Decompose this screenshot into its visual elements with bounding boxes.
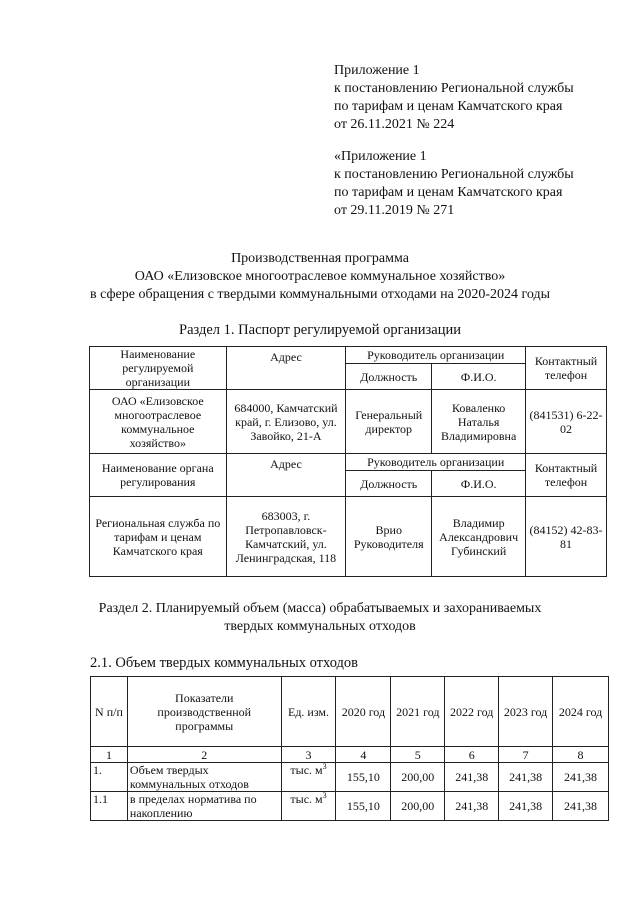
table-row — [91, 792, 609, 821]
org-phone-cell: (841531) 6-22-02 — [526, 390, 607, 454]
index-cell: 7 — [499, 747, 553, 763]
row-value-2023: 241,38 — [499, 763, 553, 792]
org-fio-cell: Коваленко Наталья Владимировна — [432, 390, 526, 454]
section2-line: Раздел 2. Планируемый объем (масса) обрабатываемых и захораниваемых — [98, 601, 542, 616]
reg-fio-cell: Владимир Александрович Губинский — [432, 497, 526, 577]
header-2024: 2024 год — [553, 677, 609, 747]
row-value-2021: 200,00 — [391, 763, 445, 792]
row-unit-text: тыс. м — [290, 763, 323, 777]
row-value-2024: 241,38 — [553, 763, 609, 792]
header-fio: Ф.И.О. — [432, 364, 526, 390]
index-cell: 6 — [445, 747, 499, 763]
header2-phone: Контактный телефон — [526, 454, 607, 497]
row-unit: тыс. $м^3$ — [281, 763, 336, 792]
header-2023: 2023 год — [499, 677, 553, 747]
row-value-2024: 241,38 — [553, 792, 609, 821]
header-phone: Контактный телефон — [526, 347, 607, 390]
header-2020: 2020 год — [336, 677, 391, 747]
row-value-2021: 200,00 — [391, 792, 445, 821]
header-indicator: Показатели производственной программы — [127, 677, 281, 747]
org-name-cell: ОАО «Елизовское многоотраслевое коммунальное хозяйство» — [90, 390, 227, 454]
index-cell: 3 — [281, 747, 336, 763]
subsection-2-1-heading: 2.1. Объем твердых коммунальных отходов — [90, 655, 359, 671]
annex-line: к постановлению Региональной службы — [334, 81, 574, 96]
section2-heading — [0, 600, 640, 636]
row-unit: тыс. $м^3$ — [281, 792, 336, 821]
header-position: Должность — [346, 364, 432, 390]
index-cell: 5 — [391, 747, 445, 763]
table-row — [91, 763, 609, 792]
header2-head: Руководитель организации — [346, 454, 526, 471]
header2-org-name: Наименование органа регулирования — [90, 454, 227, 497]
section2-line: твердых коммунальных отходов — [224, 619, 416, 634]
row-name: в пределах норматива по накоплению — [127, 792, 281, 821]
row-unit-text: тыс. м — [290, 792, 323, 806]
reg-position-cell: Врио Руководителя — [346, 497, 432, 577]
header-num: N п/п — [91, 677, 128, 747]
reg-name-cell: Региональная служба по тарифам и ценам Камчатского края — [90, 497, 227, 577]
header2-position: Должность — [346, 471, 432, 497]
section1-heading: Раздел 1. Паспорт регулируемой организации — [179, 322, 461, 338]
title-line: ОАО «Елизовское многоотраслевое коммунальное хозяйство» — [134, 269, 506, 284]
row-value-2022: 241,38 — [445, 763, 499, 792]
annex-line: от 26.11.2021 № 224 — [334, 117, 455, 132]
annex-line: «Приложение 1 — [334, 149, 427, 164]
annex-line: от 29.11.2019 № 271 — [334, 203, 455, 218]
header-org-name: Наименование регулируемой организации — [90, 347, 227, 390]
reg-address-cell: 683003, г. Петропавловск-Камчатский, ул. Ленинградская, 118 — [226, 497, 346, 577]
header-unit: Ед. изм. — [281, 677, 336, 747]
row-num: 1. — [91, 763, 128, 792]
annex-line: по тарифам и ценам Камчатского края — [334, 185, 563, 200]
header-head: Руководитель организации — [346, 347, 526, 364]
org-address-cell: 684000, Камчатский край, г. Елизово, ул. Завойко, 21-А — [226, 390, 346, 454]
row-value-2020: 155,10 — [336, 763, 391, 792]
reg-phone-cell: (84152) 42-83-81 — [526, 497, 607, 577]
index-cell: 1 — [91, 747, 128, 763]
annex-current-block — [334, 62, 634, 134]
row-value-2020: 155,10 — [336, 792, 391, 821]
row-value-2022: 241,38 — [445, 792, 499, 821]
program-title — [0, 250, 640, 304]
header2-address: Адрес — [226, 454, 346, 497]
header-2021: 2021 год — [391, 677, 445, 747]
title-line: Производственная программа — [231, 251, 409, 266]
header2-fio: Ф.И.О. — [432, 471, 526, 497]
organization-passport-table — [89, 346, 607, 577]
index-cell: 2 — [127, 747, 281, 763]
org-position-cell: Генеральный директор — [346, 390, 432, 454]
row-value-2023: 241,38 — [499, 792, 553, 821]
annex-original-block — [334, 148, 634, 220]
annex-line: по тарифам и ценам Камчатского края — [334, 99, 563, 114]
title-line: в сфере обращения с твердыми коммунальными отходами на 2020-2024 годы — [89, 287, 551, 302]
row-name: Объем твердых коммунальных отходов — [127, 763, 281, 792]
annex-line: Приложение 1 — [334, 63, 420, 78]
index-cell: 8 — [553, 747, 609, 763]
row-num: 1.1 — [91, 792, 128, 821]
index-cell: 4 — [336, 747, 391, 763]
waste-volume-table — [90, 676, 609, 821]
header-address: Адрес — [226, 347, 346, 390]
annex-line: к постановлению Региональной службы — [334, 167, 574, 182]
header-2022: 2022 год — [445, 677, 499, 747]
